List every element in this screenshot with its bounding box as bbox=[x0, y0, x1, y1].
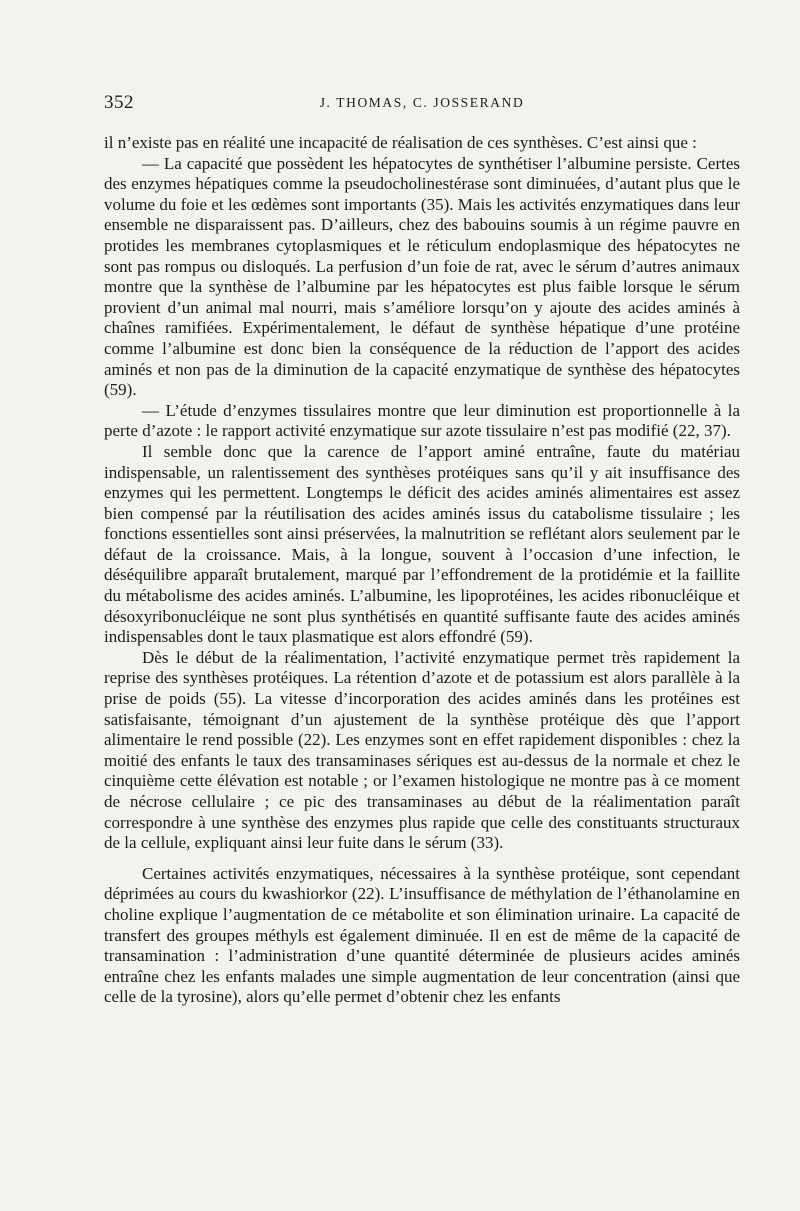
paragraph-continuation: il n’existe pas en réalité une incapacité de réalisation de ces synthèses. C’est ainsi que : bbox=[104, 133, 697, 152]
page-header bbox=[104, 92, 740, 116]
running-head: J. THOMAS, C. JOSSERAND bbox=[319, 95, 525, 110]
page-number: 352 bbox=[104, 92, 134, 113]
paragraph-albumin-synthesis: — La capacité que possèdent les hépatocytes de synthétiser l’albumine persiste. Certes des enzymes hépatiques comme la pseudocholinestérase sont diminuées, d’autant plus que le volume du foie et les œdèmes sont importants (35). Mais les activités enzymatiques dans leur ensemble ne disparaissent pas. D’ailleurs, chez des babouins soumis à un régime pauvre en protides les membranes cytoplasmiques et le réticulum endoplasmique des hépatocytes ne sont pas rompus ou disloqués. La perfusion d’un foie de rat, avec le sérum d’autres animaux montre que la synthèse de l’albumine par les hépatocytes est plus faible lorsque le sérum provient d’un animal mal nourri, mais s’améliore lorsqu’on y ajoute des acides aminés à chaînes ramifiées. Expérimentalement, le défaut de synthèse hépatique d’une protéine comme l’albumine est donc bien la conséquence de la réduction de l’apport des acides aminés et non pas de la diminution de la capacité enzymatique de synthèse des hépatocytes (59). bbox=[104, 153, 740, 400]
paragraph-realimentation: Dès le début de la réalimentation, l’activité enzymatique permet très rapidement la reprise des synthèses protéiques. La rétention d’azote et de potassium est alors parallèle à la prise de poids (55). La vitesse d’incorporation des acides aminés dans les protéines est satisfaisante, témoignant d’un ajustement de la synthèse protéique dès que l’apport alimentaire le rend possible (22). Les enzymes sont en effet rapidement disponibles : chez la moitié des enfants le taux des transaminases sériques est au-dessus de la normale et chez le cinquième cette élévation est notable ; or l’examen histologique ne montre pas à ce moment de nécrose cellulaire ; ce pic des transaminases au début de la réalimentation paraît correspondre à une synthèse des enzymes plus rapide que celle des constituants structuraux de la cellule, expliquant ainsi leur fuite dans le sérum (33). bbox=[104, 647, 740, 853]
body-text bbox=[104, 133, 740, 1008]
paragraph-enzymatic-activities: Certaines activités enzymatiques, nécessaires à la synthèse protéique, sont cependant déprimées au cours du kwashiorkor (22). L’insuffisance de méthylation de l’éthanolamine en choline explique l’augmentation de ce métabolite et son élimination urinaire. La capacité de transfert des groupes méthyls est également diminuée. Il en est de même de la capacité de transamination : l’administration d’une quantité déterminée de plusieurs acides aminés entraîne chez les enfants malades une simple augmentation de leur concentration (ainsi que celle de la tyrosine), alors qu’elle permet d’obtenir chez les enfants bbox=[104, 863, 740, 1007]
paragraph-tissue-enzymes: — L’étude d’enzymes tissulaires montre que leur diminution est proportionnelle à la perte d’azote : le rapport activité enzymatique sur azote tissulaire n’est pas modifié (22, 37). bbox=[104, 400, 740, 441]
paragraph-amino-deficiency: Il semble donc que la carence de l’apport aminé entraîne, faute du matériau indispensable, un ralentissement des synthèses protéiques sans qu’il y ait insuffisance des enzymes qui les permettent. Longtemps le déficit des acides aminés alimentaires est assez bien compensé par la réutilisation des acides aminés issus du catabolisme tissulaire ; les fonctions essentielles sont ainsi préservées, la malnutrition se reflétant alors seulement par le défaut de la croissance. Mais, à la longue, souvent à l’occasion d’une infection, le déséquilibre apparaît brutalement, marqué par l’effondrement de la protidémie et la faillite du métabolisme des acides aminés. L’albumine, les lipoprotéines, les acides ribonucléique et désoxyribonucléique ne sont plus synthétisés en quantité suffisante faute des acides aminés indispensables dont le taux plasmatique est alors effondré (59). bbox=[104, 441, 740, 647]
